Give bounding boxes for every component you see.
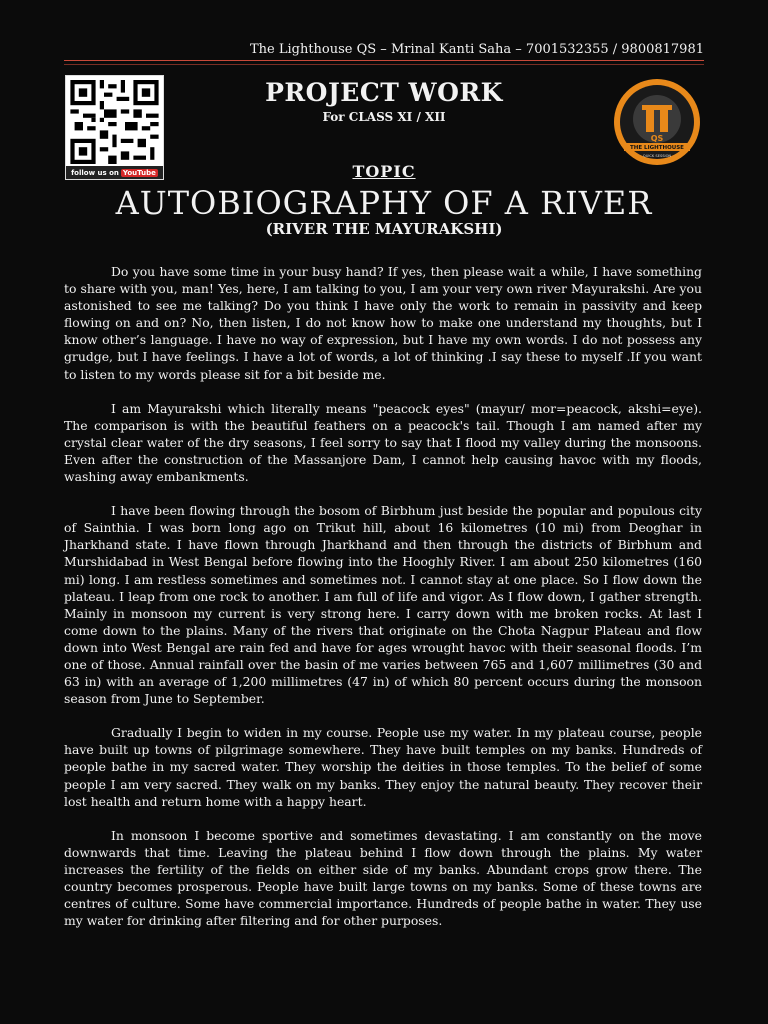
- paragraph-4: Gradually I begin to widen in my course. People use my water. In my plateau course, people have built up towns of pilgrimage somewhere. They have built temples on my banks. Hundreds of people bathe in my sacred water. They worship the deities in those temples. To the belief of some people I am very sacred. They walk on my banks. They enjoy the natural beauty. They recover their lost health and return home with a happy heart.: [64, 725, 702, 809]
- project-title: PROJECT WORK: [265, 78, 503, 107]
- subtitle: (RIVER THE MAYURAKSHI): [265, 220, 503, 238]
- paragraph-1: Do you have some time in your busy hand? If yes, then please wait a while, I have something to share with you, man! Yes, here, I am talking to you, I am your very own river Mayurakshi. Are you astonished to see me talking? Do you think I have only the work to remain in passivity and keep flowing on and on? No, then listen, I do not know how to make one understand my thoughts, but I know other’s language. I have no way of expression, but I have my own words. I do not possess any grudge, but I have feelings. I have a lot of words, a lot of thinking .I say these to myself .If you want to listen to my words please sit for a bit beside me.: [64, 264, 702, 382]
- paragraph-2: I am Mayurakshi which literally means "peacock eyes" (mayur/ mor=peacock, akshi=eye). The comparison is with the beautiful feathers on a peacock's tail. Though I am named after my crystal clear water of the dry seasons, I feel sorry to say that I flood my valley during the monsoons. Even after the construction of the Massanjore Dam, I cannot help causing havoc with my floods, washing away embankments.: [64, 400, 702, 485]
- logo-letters: QS: [650, 134, 664, 143]
- logo-tagline: QUICK SESSION: [642, 154, 672, 158]
- follow-us-text: follow us on: [71, 168, 119, 177]
- class-line: For CLASS XI / XII: [322, 110, 446, 124]
- paragraph-3: I have been flowing through the bosom of Birbhum just beside the popular and populous city of Sainthia. I was born long ago on Trikut hill, about 16 kilometres (10 mi) from Deoghar in Jharkhand state. I have flown through Jharkhand and then through the districts of Birbhum and Murshidabad in West Bengal before flowing into the Hooghly River. I am about 250 kilometres (160 mi) long. I am restless sometimes and sometimes not. I cannot stay at one place. So I flow down the plateau. I leap from one rock to another. I am full of life and vigor. As I flow down, I gather strength. Mainly in monsoon my current is very strong here. I carry down with me broken rocks. At last I come down to the plains. Many of the rivers that originate on the Chota Nagpur Plateau and flow down into West Bengal are rain fed and have for ages wrought havoc with their seasonal floods. I’m one of those. Annual rainfall over the basin of me varies between 765 and 1,607 millimetres (30 and 63 in) with an average of 1,200 millimetres (47 in) of which 80 percent occurs during the monsoon season from June to September.: [64, 503, 702, 707]
- header-rule-bottom: [64, 64, 704, 65]
- logo-name: THE LIGHTHOUSE: [630, 145, 684, 151]
- header-rule-top: [64, 60, 704, 61]
- essay-body: [64, 263, 702, 946]
- main-title: AUTOBIOGRAPHY OF A RIVER: [115, 184, 653, 222]
- youtube-label: YouTube: [122, 168, 156, 177]
- paragraph-5: In monsoon I become sportive and sometimes devastating. I am constantly on the move downwards that time. Leaving the plateau behind I flow down through the plains. My water increases the fertility of the fields on either side of my banks. Abundant crops grow there. The country becomes prosperous. People have built large towns on my banks. Some of these towns are centres of culture. Some have commercial importance. Hundreds of people bathe in water. They use my water for drinking after filtering and for other purposes.: [64, 827, 702, 929]
- contact-text: The Lighthouse QS – Mrinal Kanti Saha – 7001532355 / 9800817981: [249, 42, 704, 57]
- topic-label: TOPIC: [352, 162, 416, 181]
